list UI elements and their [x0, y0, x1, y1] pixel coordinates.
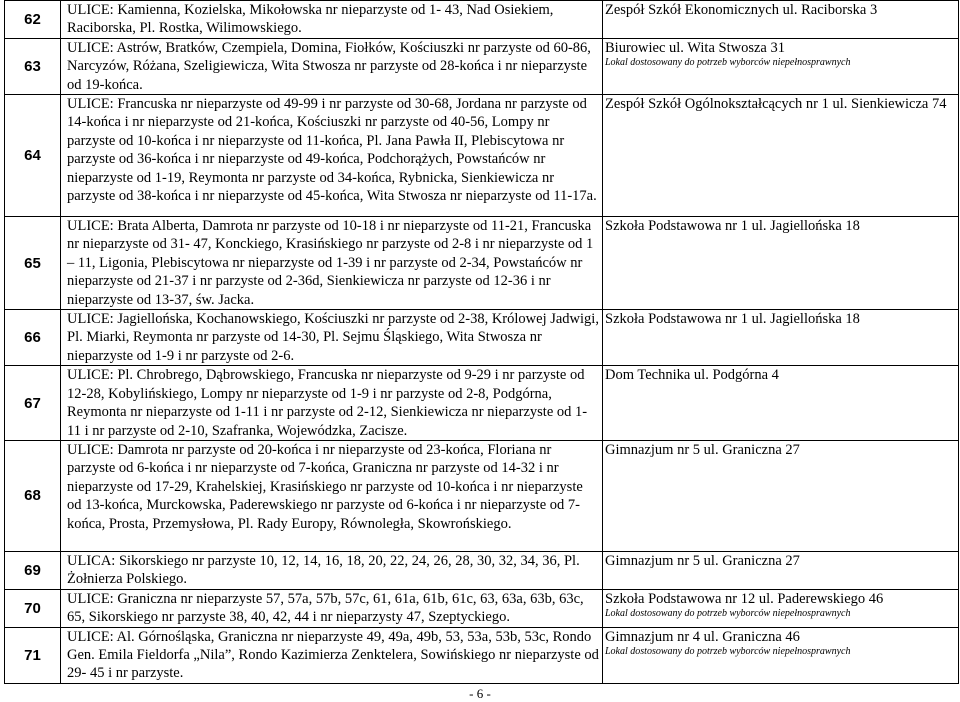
streets-description: ULICE: Francuska nr nieparzyste od 49-99 i nr parzyste od 30-68, Jordana nr parzyste od 14-końca i nr nieparzyste od 21-końca, Kościuszki nr parzyste od 40-56, Lompy nr parzyste od 10-końca i nr nieparzyste od 11-końca, Pl. Jana Pawła II, Plebiscytowa nr parzyste od 36-końca i nr nieparzyste od 49-końca, Podchorążych, Powstańców nr nieparzyste od 1-19, Reymonta nr parzyste od 34-końca, Rybnicka, Sienkiewicza nr parzyste od 38-końca i nr nieparzyste od 45-końca, Wita Stwosza nr nieparzyste od 11-17a. — [61, 95, 603, 217]
polling-place-cell — [603, 310, 959, 366]
table-row — [5, 589, 959, 627]
accessibility-note: Lokal dostosowany do potrzeb wyborców niepełnosprawnych — [605, 645, 851, 657]
polling-place-name: Zespół Szkół Ogólnokształcących nr 1 ul. Sienkiewicza 74 — [605, 96, 947, 113]
district-number: 65 — [5, 217, 61, 310]
polling-place-name: Szkoła Podstawowa nr 1 ul. Jagiellońska 18 — [605, 218, 860, 235]
district-number: 66 — [5, 310, 61, 366]
polling-place-name: Zespół Szkół Ekonomicznych ul. Raciborska 3 — [605, 2, 878, 18]
districts-table — [4, 0, 959, 684]
polling-place-name: Szkoła Podstawowa nr 1 ul. Jagiellońska 18 — [605, 311, 860, 328]
district-number: 64 — [5, 95, 61, 217]
polling-place-name: Gimnazjum nr 4 ul. Graniczna 46 — [605, 628, 800, 645]
district-number: 68 — [5, 440, 61, 551]
polling-place-cell — [603, 589, 959, 627]
polling-place-cell — [603, 95, 959, 217]
district-number: 70 — [5, 589, 61, 627]
streets-description: ULICE: Damrota nr parzyste od 20-końca i nr nieparzyste od 23-końca, Floriana nr parzyste od 6-końca i nr nieparzyste od 7-końca, Graniczna nr parzyste od 14-32 i nr nieparzyste od 17-29, Krahelskiej, Krasińskiego nr parzyste od 10-końca i nr nieparzyste od 13-końca, Murckowska, Paderewskiego nr parzyste od 6-końca i nr nieparzyste od 7-końca, Prosta, Przemysłowa, Pl. Rady Europy, Równoległa, Skowrońskiego. — [61, 440, 603, 551]
streets-description: ULICE: Graniczna nr nieparzyste 57, 57a, 57b, 57c, 61, 61a, 61b, 61c, 63, 63a, 63b, 63c, 65, Sikorskiego nr parzyste 38, 40, 42, 44 i nr nieparzysty 47, Szeptyckiego. — [61, 589, 603, 627]
polling-place-name: Szkoła Podstawowa nr 12 ul. Paderewskiego 46 — [605, 590, 884, 607]
page-number: - 6 - — [469, 686, 491, 701]
polling-place-name: Dom Technika ul. Podgórna 4 — [605, 367, 779, 384]
polling-place-name: Gimnazjum nr 5 ul. Graniczna 27 — [605, 552, 800, 569]
polling-place-cell — [603, 551, 959, 589]
polling-place-cell — [603, 440, 959, 551]
district-number: 67 — [5, 366, 61, 441]
district-number: 69 — [5, 551, 61, 589]
polling-place-cell — [603, 38, 959, 94]
table-row — [5, 217, 959, 310]
streets-description: ULICA: Sikorskiego nr parzyste 10, 12, 14, 16, 18, 20, 22, 24, 26, 28, 30, 32, 34, 36, Pl. Żołnierza Polskiego. — [61, 551, 603, 589]
table-row — [5, 1, 959, 39]
table-row — [5, 38, 959, 94]
table-row — [5, 366, 959, 441]
district-number: 62 — [5, 1, 61, 39]
accessibility-note: Lokal dostosowany do potrzeb wyborców niepełnosprawnych — [605, 57, 851, 69]
polling-place-name: Biurowiec ul. Wita Stwosza 31 — [605, 39, 785, 56]
streets-description: ULICE: Kamienna, Kozielska, Mikołowska nr nieparzyste od 1- 43, Nad Osiekiem, Raciborska, Pl. Rostka, Wilimowskiego. — [61, 1, 603, 39]
polling-place-cell — [603, 1, 959, 39]
streets-description: ULICE: Al. Górnośląska, Graniczna nr nieparzyste 49, 49a, 49b, 53, 53a, 53b, 53c, Rondo Gen. Emila Fieldorfa „Nila”, Rondo Kazimierza Zenktelera, Sowińskiego nr nieparzyste od 29- 45 i nr parzyste. — [61, 627, 603, 683]
polling-place-cell — [603, 366, 959, 441]
table-row — [5, 440, 959, 551]
district-number: 63 — [5, 38, 61, 94]
table-row — [5, 95, 959, 217]
table-row — [5, 310, 959, 366]
polling-place-cell — [603, 627, 959, 683]
table-row — [5, 627, 959, 683]
streets-description: ULICE: Astrów, Bratków, Czempiela, Domina, Fiołków, Kościuszki nr parzyste od 60-86, Narcyzów, Różana, Szeligiewicza, Wita Stwosza nr parzyste od 28-końca i nr nieparzyste od 19-końca. — [61, 38, 603, 94]
polling-place-cell — [603, 217, 959, 310]
streets-description: ULICE: Brata Alberta, Damrota nr parzyste od 10-18 i nr nieparzyste od 11-21, Francuska nr nieparzyste od 31- 47, Konckiego, Krasińskiego nr parzyste od 2-8 i nr nieparzyste od 1 – 11, Ligonia, Plebiscytowa nr nieparzyste od 1-39 i nr parzyste od 2-34, Powstańców nr nieparzyste od 21-37 i nr parzyste od 2-36d, Sienkiewicza nr parzyste od 12-36 i nr nieparzyste od 13-37, św. Jacka. — [61, 217, 603, 310]
district-number: 71 — [5, 627, 61, 683]
table-row — [5, 551, 959, 589]
polling-place-name: Gimnazjum nr 5 ul. Graniczna 27 — [605, 441, 800, 458]
streets-description: ULICE: Pl. Chrobrego, Dąbrowskiego, Francuska nr nieparzyste od 9-29 i nr parzyste od 12-28, Kobylińskiego, Lompy nr nieparzyste od 1-9 i nr parzyste od 2-8, Podgórna, Reymonta nr nieparzyste od 1-11 i nr parzyste od 2-12, Sienkiewicza nr nieparzyste od 1-11 i nr parzyste od 2-10, Szafranka, Wojewódzka, Zacisze. — [61, 366, 603, 441]
streets-description: ULICE: Jagiellońska, Kochanowskiego, Kościuszki nr parzyste od 2-38, Królowej Jadwigi, Pl. Miarki, Reymonta nr parzyste od 14-30, Pl. Sejmu Śląskiego, Wita Stwosza nr nieparzyste od 1-9 i nr parzyste od 2-6. — [61, 310, 603, 366]
accessibility-note: Lokal dostosowany do potrzeb wyborców niepełnosprawnych — [605, 608, 851, 620]
